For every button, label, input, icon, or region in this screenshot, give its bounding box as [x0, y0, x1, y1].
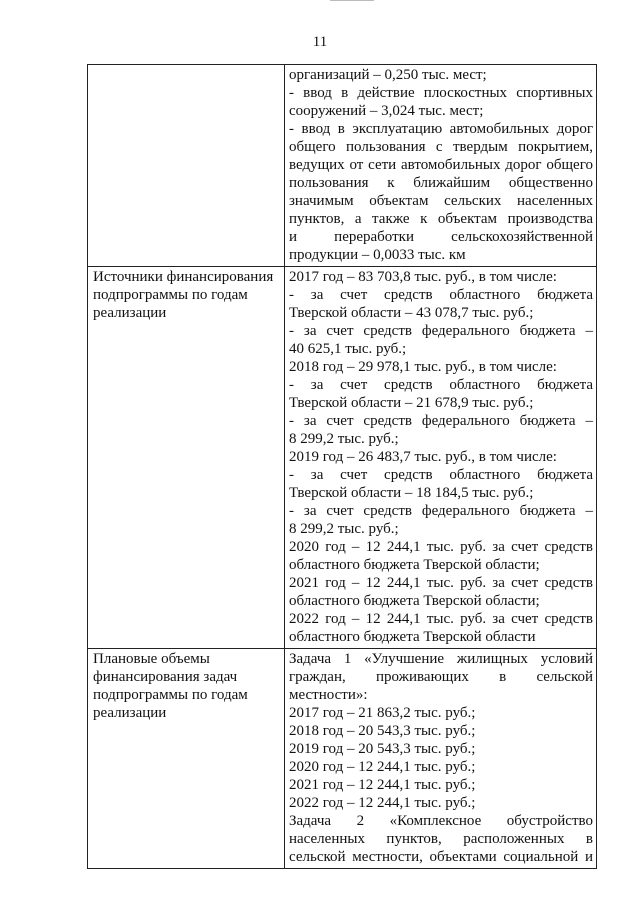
row-label-cell	[88, 649, 285, 869]
table-row	[88, 649, 597, 869]
row-value-line: - за счет средств федерального бюджета –	[289, 503, 593, 519]
row-value-line: - ввод в эксплуатацию автомобильных дорог	[289, 121, 593, 137]
row-value-line: общего пользования с твердым покрытием,	[289, 139, 593, 155]
row-label-line: подпрограммы по годам	[93, 287, 248, 303]
row-label-line: подпрограммы по годам	[93, 687, 248, 703]
row-value-cell	[285, 649, 597, 869]
row-label-line: реализации	[93, 705, 167, 721]
row-label-line: Источники финансирования	[93, 269, 274, 285]
row-value-line: Задача 1 «Улучшение жилищных условий	[289, 651, 593, 667]
row-value-line: ведущих от сети автомобильных дорог общего	[289, 157, 593, 173]
row-value-line: 2020 год – 12 244,1 тыс. руб.;	[289, 759, 476, 775]
row-value-line: 2021 год – 12 244,1 тыс. руб. за счет средств	[289, 575, 593, 591]
row-label-cell	[88, 267, 285, 649]
row-value-line: 2018 год – 20 543,3 тыс. руб.;	[289, 723, 476, 739]
row-value-line: - за счет средств областного бюджета	[289, 377, 593, 393]
row-value-line: продукции – 0,0033 тыс. км	[289, 247, 466, 263]
row-value-line: организаций – 0,250 тыс. мест;	[289, 67, 487, 83]
row-label-cell	[88, 65, 285, 267]
row-value-line: значимым объектам сельских населенных	[289, 193, 593, 209]
row-label-line: Плановые объемы	[93, 651, 210, 667]
row-value-line: 8 299,2 тыс. руб.;	[289, 521, 399, 537]
row-value-line: - за счет средств областного бюджета	[289, 287, 593, 303]
row-value-line: сельской местности, объектами социальной и	[289, 849, 593, 865]
table-row	[88, 65, 597, 267]
row-value-line: 2018 год – 29 978,1 тыс. руб., в том числе:	[289, 359, 557, 375]
row-value-line: Тверской области – 18 184,5 тыс. руб.;	[289, 485, 534, 501]
row-value-line: Тверской области – 43 078,7 тыс. руб.;	[289, 305, 534, 321]
row-value-line: сооружений – 3,024 тыс. мест;	[289, 103, 484, 119]
row-value-line: - ввод в действие плоскостных спортивных	[289, 85, 593, 101]
row-value-line: граждан, проживающих в сельской	[289, 669, 593, 685]
passport-table	[87, 64, 597, 869]
row-value-line: - за счет средств областного бюджета	[289, 467, 593, 483]
row-value-line: - за счет средств федерального бюджета –	[289, 323, 593, 339]
row-value-line: областного бюджета Тверской области	[289, 629, 536, 645]
row-value-cell	[285, 267, 597, 649]
row-value-line: 2021 год – 12 244,1 тыс. руб.;	[289, 777, 476, 793]
row-value-line: 2017 год – 21 863,2 тыс. руб.;	[289, 705, 476, 721]
row-value-line: 2019 год – 20 543,3 тыс. руб.;	[289, 741, 476, 757]
row-value-line: 2020 год – 12 244,1 тыс. руб. за счет средств	[289, 539, 593, 555]
row-value-line: 2022 год – 12 244,1 тыс. руб.;	[289, 795, 476, 811]
row-value-line: и переработки сельскохозяйственной	[289, 229, 593, 245]
row-value-line: 2017 год – 83 703,8 тыс. руб., в том числе:	[289, 269, 557, 285]
row-value-line: областного бюджета Тверской области;	[289, 593, 540, 609]
table-row	[88, 267, 597, 649]
row-label-line: реализации	[93, 305, 167, 321]
row-value-line: 8 299,2 тыс. руб.;	[289, 431, 399, 447]
row-value-cell	[285, 65, 597, 267]
scan-artifact-line	[330, 0, 374, 1]
row-label-line: финансирования задач	[93, 669, 238, 685]
row-value-line: 2022 год – 12 244,1 тыс. руб. за счет средств	[289, 611, 593, 627]
row-value-line: 2019 год – 26 483,7 тыс. руб., в том числе:	[289, 449, 557, 465]
row-value-line: Задача 2 «Комплексное обустройство	[289, 813, 593, 829]
row-value-line: пунктов, а также к объектам производства	[289, 211, 593, 227]
row-value-line: местности»:	[289, 687, 368, 703]
row-value-line: Тверской области – 21 678,9 тыс. руб.;	[289, 395, 534, 411]
row-value-line: 40 625,1 тыс. руб.;	[289, 341, 407, 357]
row-value-line: пользования к ближайшим общественно	[289, 175, 593, 191]
row-value-line: - за счет средств федерального бюджета –	[289, 413, 593, 429]
row-value-line: областного бюджета Тверской области;	[289, 557, 540, 573]
page-number: 11	[312, 34, 328, 50]
row-value-line: населенных пунктов, расположенных в	[289, 831, 593, 847]
